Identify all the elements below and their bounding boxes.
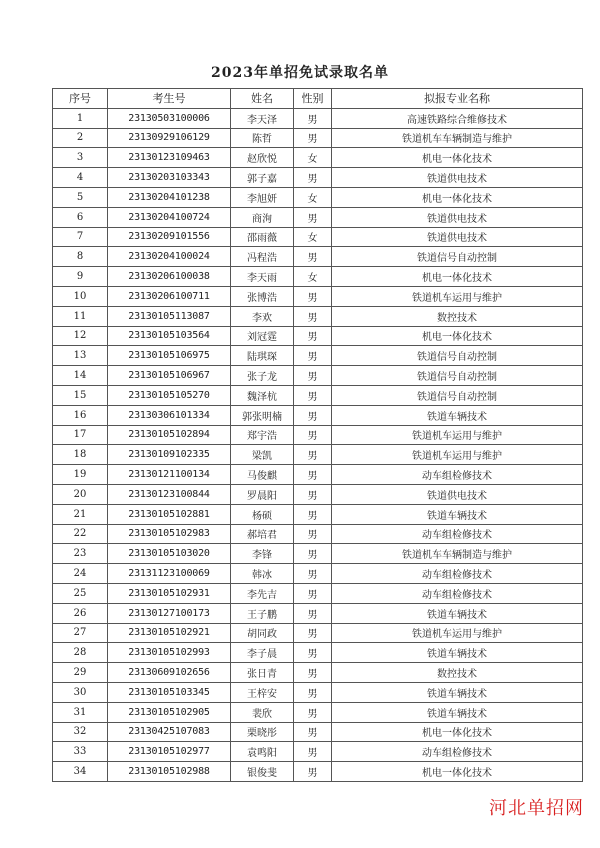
gender-cell: 男 — [294, 405, 332, 425]
header-name: 姓名 — [231, 89, 294, 109]
major-cell: 动车组检修技术 — [332, 524, 583, 544]
name-cell: 王子鹏 — [231, 603, 294, 623]
table-row — [53, 346, 583, 366]
seq-cell: 2 — [53, 128, 108, 148]
gender-cell: 男 — [294, 623, 332, 643]
gender-cell: 男 — [294, 583, 332, 603]
gender-cell: 女 — [294, 187, 332, 207]
table-row — [53, 643, 583, 663]
name-cell: 郭子嘉 — [231, 168, 294, 188]
major-cell: 铁道信号自动控制 — [332, 247, 583, 267]
exam-id-cell: 23130209101556 — [108, 227, 231, 247]
gender-cell: 男 — [294, 524, 332, 544]
major-cell: 动车组检修技术 — [332, 564, 583, 584]
gender-cell: 男 — [294, 247, 332, 267]
gender-cell: 男 — [294, 465, 332, 485]
table-row — [53, 504, 583, 524]
name-cell: 张博浩 — [231, 286, 294, 306]
table-row — [53, 425, 583, 445]
gender-cell: 男 — [294, 742, 332, 762]
table-row — [53, 484, 583, 504]
exam-id-cell: 23130204100724 — [108, 207, 231, 227]
table-header-row — [53, 89, 583, 109]
major-cell: 机电一体化技术 — [332, 148, 583, 168]
exam-id-cell: 23130204101238 — [108, 187, 231, 207]
seq-cell: 17 — [53, 425, 108, 445]
table-row — [53, 663, 583, 683]
gender-cell: 男 — [294, 346, 332, 366]
exam-id-cell: 23130105103564 — [108, 326, 231, 346]
name-cell: 韩冰 — [231, 564, 294, 584]
name-cell: 李子晨 — [231, 643, 294, 663]
major-cell: 机电一体化技术 — [332, 187, 583, 207]
exam-id-cell: 23130105105270 — [108, 385, 231, 405]
exam-id-cell: 23130121100134 — [108, 465, 231, 485]
exam-id-cell: 23130105106975 — [108, 346, 231, 366]
seq-cell: 13 — [53, 346, 108, 366]
gender-cell: 男 — [294, 682, 332, 702]
major-cell: 机电一体化技术 — [332, 762, 583, 782]
table-row — [53, 385, 583, 405]
major-cell: 铁道机车运用与维护 — [332, 445, 583, 465]
name-cell: 冯程浩 — [231, 247, 294, 267]
name-cell: 李锋 — [231, 544, 294, 564]
major-cell: 铁道信号自动控制 — [332, 385, 583, 405]
major-cell: 动车组检修技术 — [332, 583, 583, 603]
major-cell: 机电一体化技术 — [332, 722, 583, 742]
name-cell: 梁凯 — [231, 445, 294, 465]
table-row — [53, 286, 583, 306]
exam-id-cell: 23130105102881 — [108, 504, 231, 524]
name-cell: 李天泽 — [231, 108, 294, 128]
major-cell: 高速铁路综合维修技术 — [332, 108, 583, 128]
table-row — [53, 187, 583, 207]
exam-id-cell: 23130127100173 — [108, 603, 231, 623]
name-cell: 郑宇浩 — [231, 425, 294, 445]
table-row — [53, 247, 583, 267]
table-row — [53, 445, 583, 465]
seq-cell: 34 — [53, 762, 108, 782]
seq-cell: 1 — [53, 108, 108, 128]
name-cell: 胡同政 — [231, 623, 294, 643]
name-cell: 郝培君 — [231, 524, 294, 544]
table-row — [53, 762, 583, 782]
seq-cell: 3 — [53, 148, 108, 168]
major-cell: 铁道车辆技术 — [332, 643, 583, 663]
major-cell: 铁道供电技术 — [332, 227, 583, 247]
major-cell: 数控技术 — [332, 306, 583, 326]
seq-cell: 21 — [53, 504, 108, 524]
name-cell: 张日青 — [231, 663, 294, 683]
table-row — [53, 366, 583, 386]
exam-id-cell: 23130105102894 — [108, 425, 231, 445]
major-cell: 铁道机车车辆制造与维护 — [332, 128, 583, 148]
name-cell: 商洵 — [231, 207, 294, 227]
gender-cell: 男 — [294, 108, 332, 128]
name-cell: 裴欣 — [231, 702, 294, 722]
name-cell: 刘冠霆 — [231, 326, 294, 346]
major-cell: 铁道机车运用与维护 — [332, 286, 583, 306]
seq-cell: 20 — [53, 484, 108, 504]
exam-id-cell: 23130109102335 — [108, 445, 231, 465]
name-cell: 赵欣悦 — [231, 148, 294, 168]
major-cell: 机电一体化技术 — [332, 326, 583, 346]
exam-id-cell: 23130609102656 — [108, 663, 231, 683]
seq-cell: 6 — [53, 207, 108, 227]
seq-cell: 10 — [53, 286, 108, 306]
seq-cell: 27 — [53, 623, 108, 643]
major-cell: 铁道供电技术 — [332, 168, 583, 188]
seq-cell: 4 — [53, 168, 108, 188]
gender-cell: 男 — [294, 504, 332, 524]
exam-id-cell: 23130206100711 — [108, 286, 231, 306]
gender-cell: 男 — [294, 445, 332, 465]
table-row — [53, 465, 583, 485]
seq-cell: 23 — [53, 544, 108, 564]
seq-cell: 28 — [53, 643, 108, 663]
major-cell: 铁道供电技术 — [332, 484, 583, 504]
name-cell: 魏泽杭 — [231, 385, 294, 405]
exam-id-cell: 23130503100006 — [108, 108, 231, 128]
gender-cell: 男 — [294, 544, 332, 564]
major-cell: 铁道机车车辆制造与维护 — [332, 544, 583, 564]
name-cell: 李先吉 — [231, 583, 294, 603]
gender-cell: 女 — [294, 227, 332, 247]
admission-table — [52, 88, 583, 782]
major-cell: 铁道车辆技术 — [332, 504, 583, 524]
seq-cell: 26 — [53, 603, 108, 623]
table-row — [53, 544, 583, 564]
seq-cell: 14 — [53, 366, 108, 386]
table-row — [53, 405, 583, 425]
table-row — [53, 524, 583, 544]
gender-cell: 男 — [294, 564, 332, 584]
gender-cell: 男 — [294, 643, 332, 663]
gender-cell: 男 — [294, 385, 332, 405]
exam-id-cell: 23130306101334 — [108, 405, 231, 425]
name-cell: 王梓安 — [231, 682, 294, 702]
seq-cell: 25 — [53, 583, 108, 603]
table-row — [53, 326, 583, 346]
name-cell: 李旭妍 — [231, 187, 294, 207]
seq-cell: 7 — [53, 227, 108, 247]
name-cell: 袁鸣阳 — [231, 742, 294, 762]
name-cell: 银俊斐 — [231, 762, 294, 782]
exam-id-cell: 23130105102921 — [108, 623, 231, 643]
seq-cell: 8 — [53, 247, 108, 267]
table-row — [53, 207, 583, 227]
name-cell: 郭张明楠 — [231, 405, 294, 425]
table-row — [53, 603, 583, 623]
header-exam-id: 考生号 — [108, 89, 231, 109]
gender-cell: 男 — [294, 702, 332, 722]
gender-cell: 男 — [294, 128, 332, 148]
name-cell: 陆琪琛 — [231, 346, 294, 366]
major-cell: 机电一体化技术 — [332, 267, 583, 287]
name-cell: 李天雨 — [231, 267, 294, 287]
major-cell: 铁道机车运用与维护 — [332, 425, 583, 445]
gender-cell: 男 — [294, 207, 332, 227]
exam-id-cell: 23130123109463 — [108, 148, 231, 168]
seq-cell: 29 — [53, 663, 108, 683]
exam-id-cell: 23130105102905 — [108, 702, 231, 722]
major-cell: 数控技术 — [332, 663, 583, 683]
major-cell: 铁道车辆技术 — [332, 405, 583, 425]
major-cell: 铁道信号自动控制 — [332, 346, 583, 366]
exam-id-cell: 23130105102977 — [108, 742, 231, 762]
header-gender: 性别 — [294, 89, 332, 109]
seq-cell: 15 — [53, 385, 108, 405]
name-cell: 陈哲 — [231, 128, 294, 148]
header-seq: 序号 — [53, 89, 108, 109]
gender-cell: 男 — [294, 722, 332, 742]
gender-cell: 女 — [294, 148, 332, 168]
gender-cell: 男 — [294, 306, 332, 326]
gender-cell: 男 — [294, 168, 332, 188]
table-row — [53, 128, 583, 148]
major-cell: 铁道车辆技术 — [332, 682, 583, 702]
exam-id-cell: 23130105102983 — [108, 524, 231, 544]
name-cell: 张子龙 — [231, 366, 294, 386]
gender-cell: 男 — [294, 366, 332, 386]
major-cell: 铁道机车运用与维护 — [332, 623, 583, 643]
seq-cell: 11 — [53, 306, 108, 326]
name-cell: 马俊麒 — [231, 465, 294, 485]
table-row — [53, 702, 583, 722]
major-cell: 动车组检修技术 — [332, 465, 583, 485]
seq-cell: 24 — [53, 564, 108, 584]
gender-cell: 男 — [294, 762, 332, 782]
major-cell: 动车组检修技术 — [332, 742, 583, 762]
seq-cell: 30 — [53, 682, 108, 702]
gender-cell: 男 — [294, 425, 332, 445]
seq-cell: 19 — [53, 465, 108, 485]
name-cell: 邵雨薇 — [231, 227, 294, 247]
name-cell: 李欢 — [231, 306, 294, 326]
header-major: 拟报专业名称 — [332, 89, 583, 109]
exam-id-cell: 23130123100844 — [108, 484, 231, 504]
exam-id-cell: 23130105106967 — [108, 366, 231, 386]
major-cell: 铁道供电技术 — [332, 207, 583, 227]
table-row — [53, 306, 583, 326]
exam-id-cell: 23130105103020 — [108, 544, 231, 564]
seq-cell: 9 — [53, 267, 108, 287]
major-cell: 铁道车辆技术 — [332, 603, 583, 623]
exam-id-cell: 23130105103345 — [108, 682, 231, 702]
table-row — [53, 108, 583, 128]
table-row — [53, 722, 583, 742]
gender-cell: 男 — [294, 326, 332, 346]
major-cell: 铁道车辆技术 — [332, 702, 583, 722]
name-cell: 栗晓彤 — [231, 722, 294, 742]
table-row — [53, 267, 583, 287]
seq-cell: 32 — [53, 722, 108, 742]
site-watermark: 河北单招网 — [489, 798, 584, 819]
table-row — [53, 742, 583, 762]
seq-cell: 5 — [53, 187, 108, 207]
table-row — [53, 148, 583, 168]
gender-cell: 男 — [294, 286, 332, 306]
table-row — [53, 227, 583, 247]
page-title: 2023年单招免试录取名单 — [211, 65, 389, 81]
exam-id-cell: 23130105102931 — [108, 583, 231, 603]
exam-id-cell: 23130105102993 — [108, 643, 231, 663]
table-row — [53, 168, 583, 188]
table-row — [53, 583, 583, 603]
seq-cell: 12 — [53, 326, 108, 346]
exam-id-cell: 23130105113087 — [108, 306, 231, 326]
name-cell: 杨硕 — [231, 504, 294, 524]
gender-cell: 女 — [294, 267, 332, 287]
table-row — [53, 623, 583, 643]
exam-id-cell: 23130203103343 — [108, 168, 231, 188]
exam-id-cell: 23130425107083 — [108, 722, 231, 742]
exam-id-cell: 23130206100038 — [108, 267, 231, 287]
exam-id-cell: 23130204100024 — [108, 247, 231, 267]
seq-cell: 16 — [53, 405, 108, 425]
seq-cell: 33 — [53, 742, 108, 762]
gender-cell: 男 — [294, 484, 332, 504]
seq-cell: 31 — [53, 702, 108, 722]
table-row — [53, 564, 583, 584]
name-cell: 罗晨阳 — [231, 484, 294, 504]
table-row — [53, 682, 583, 702]
exam-id-cell: 23131123100069 — [108, 564, 231, 584]
exam-id-cell: 23130929106129 — [108, 128, 231, 148]
seq-cell: 22 — [53, 524, 108, 544]
gender-cell: 男 — [294, 663, 332, 683]
major-cell: 铁道信号自动控制 — [332, 366, 583, 386]
gender-cell: 男 — [294, 603, 332, 623]
exam-id-cell: 23130105102988 — [108, 762, 231, 782]
seq-cell: 18 — [53, 445, 108, 465]
